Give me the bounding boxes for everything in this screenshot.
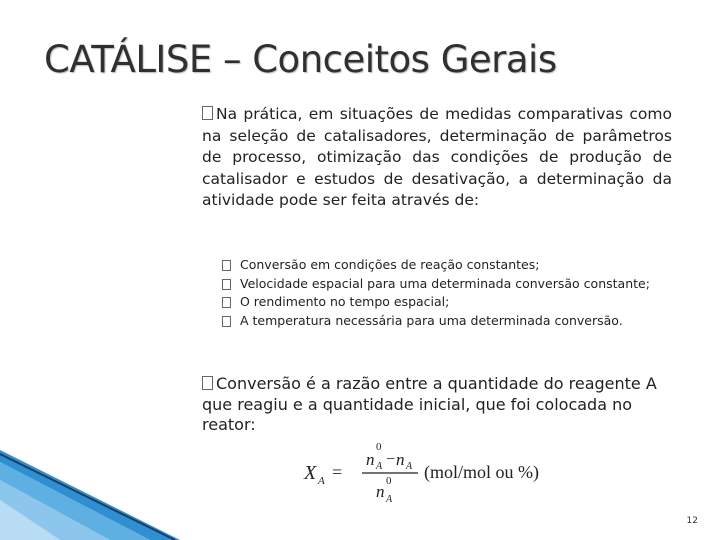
bullet-box-icon: [222, 260, 231, 271]
formula-num-n1: n: [366, 450, 375, 469]
paragraph-conversion-text: Conversão é a razão entre a quantidade do reagente A que reagiu e a quantidade inicial, que foi colocada no reator:: [202, 374, 657, 434]
list-item: O rendimento no tempo espacial;: [222, 293, 672, 312]
paragraph-activity: [202, 104, 672, 212]
formula-den-n: n: [376, 482, 385, 501]
conversion-formula: [300, 440, 590, 512]
bullet-box-icon: [202, 106, 213, 120]
bullet-box-icon: [222, 297, 231, 308]
list-item: Conversão em condições de reação constantes;: [222, 256, 672, 275]
formula-lhs-sub: A: [318, 475, 325, 487]
formula-num-sub2: A: [406, 461, 413, 472]
formula-minus: −: [386, 451, 396, 468]
slide-number: 12: [686, 516, 698, 526]
formula-equals: =: [332, 462, 343, 482]
formula-num-n2: n: [396, 450, 405, 469]
bullet-box-icon: [222, 279, 231, 290]
list-item: Velocidade espacial para uma determinada conversão constante;: [222, 275, 672, 294]
list-item: A temperatura necessária para uma determinada conversão.: [222, 312, 672, 331]
corner-decoration: [0, 450, 180, 540]
formula-den-sup: 0: [386, 475, 392, 487]
formula-lhs-var: X: [304, 462, 317, 484]
sub-bullet-list: [222, 256, 672, 330]
formula-den-sub: A: [386, 494, 393, 505]
bullet-box-icon: [222, 316, 231, 327]
formula-num-sub1: A: [376, 461, 383, 472]
formula-num-sup1: 0: [376, 441, 382, 453]
paragraph-conversion: [202, 374, 682, 436]
bullet-box-icon: [202, 376, 213, 390]
paragraph-activity-text: Na prática, em situações de medidas comparativas como na seleção de catalisadores, determinação de parâmetros de processo, otimização das condições de produção de catalisador e estudos de desativação, a determinação da atividade pode ser feita através de:: [202, 105, 672, 210]
slide-title: CATÁLISE – Conceitos Gerais: [44, 38, 557, 81]
formula-units: (mol/mol ou %): [424, 462, 539, 482]
